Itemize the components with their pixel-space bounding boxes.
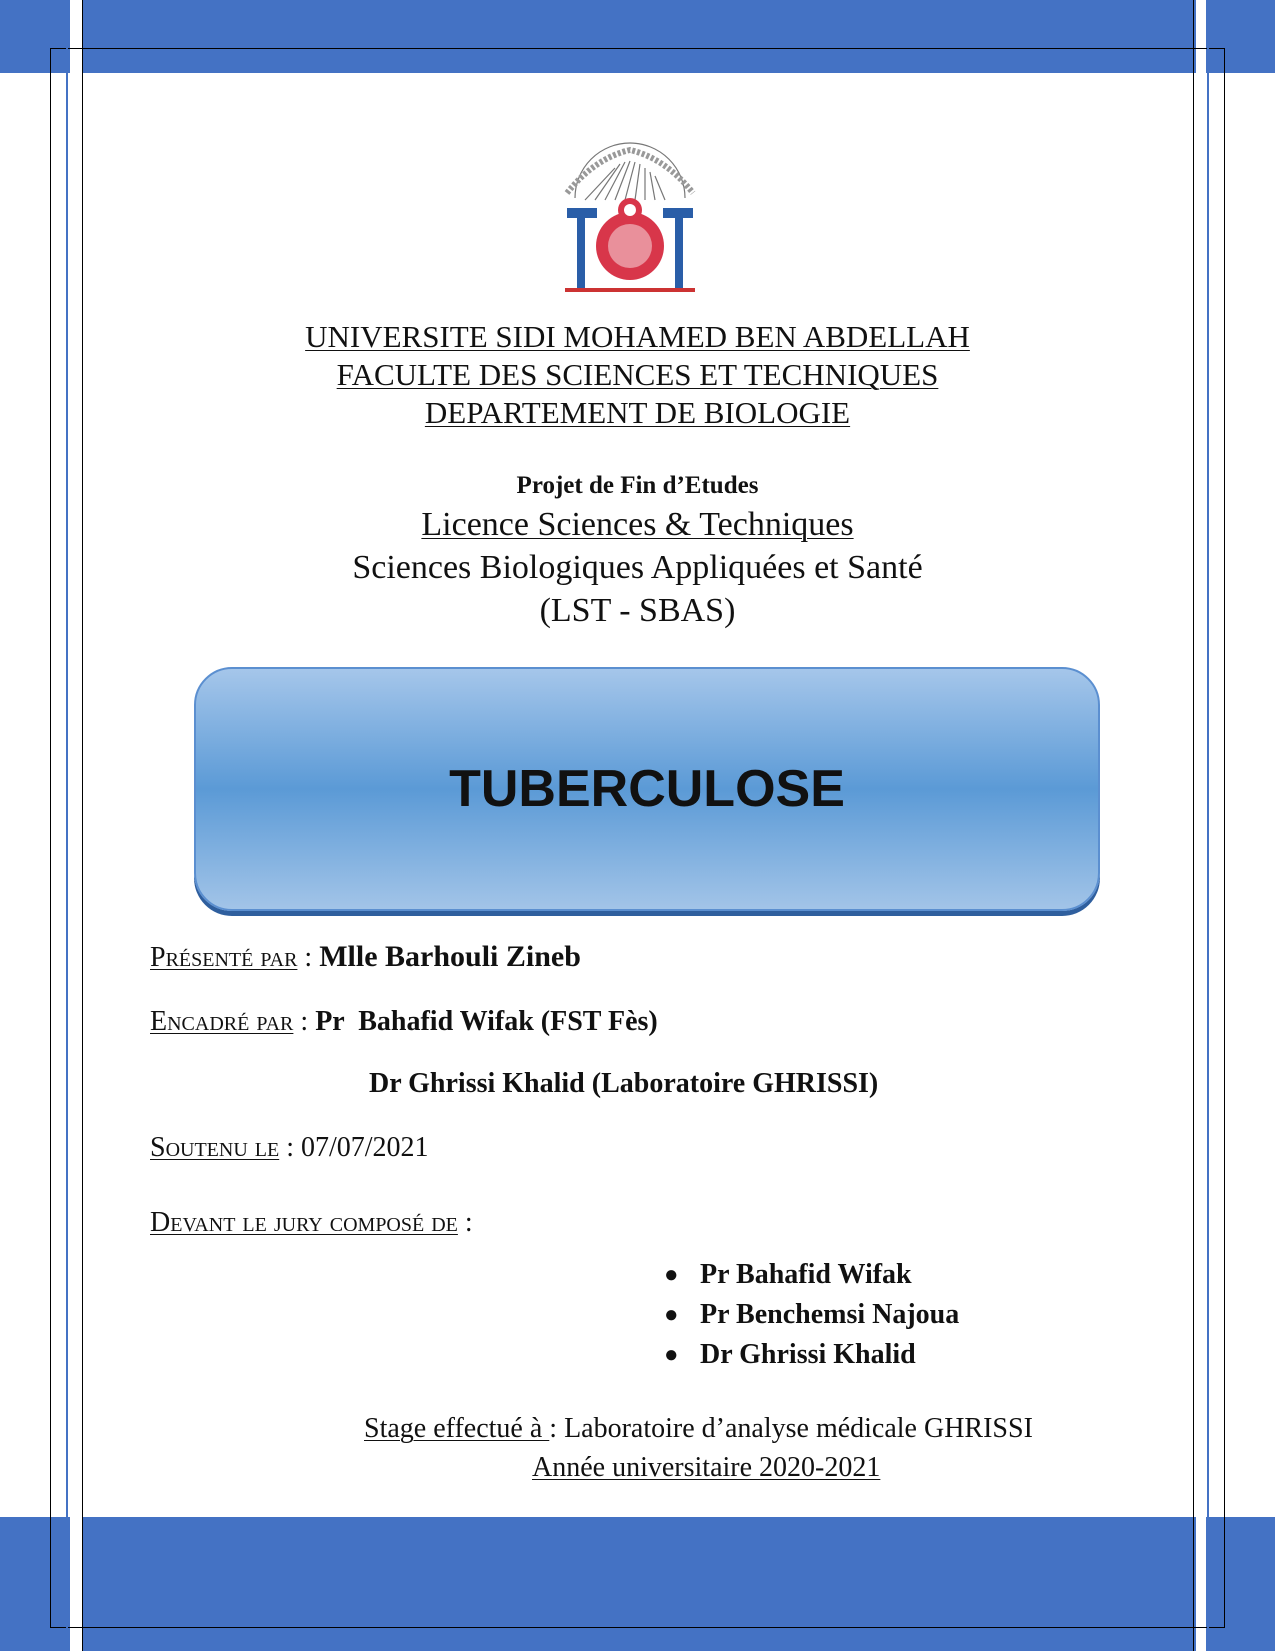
jury-sep: : xyxy=(457,1207,473,1238)
jury-member-name: Pr Benchemsi Najoua xyxy=(700,1299,960,1330)
licence-line: Licence Sciences & Techniques xyxy=(421,506,854,543)
frame-line-left-outer xyxy=(50,48,51,1628)
bullet-icon: ● xyxy=(664,1342,679,1368)
presented-sep: : xyxy=(297,942,320,973)
frame-line-left-edge xyxy=(66,0,68,1651)
university-emblem-icon xyxy=(555,138,705,316)
defense-label: Soutenu le xyxy=(150,1132,280,1163)
defense-sep: : xyxy=(279,1132,301,1163)
jury-label: Devant le jury composé de xyxy=(150,1207,458,1238)
department-name: DEPARTEMENT DE BIOLOGIE xyxy=(424,395,851,430)
presented-label: Présenté par xyxy=(150,942,298,973)
left-band xyxy=(0,0,70,1651)
field-line: Sciences Biologiques Appliquées et Santé xyxy=(352,549,923,586)
supervised-sep: : xyxy=(293,1006,316,1037)
university-name: UNIVERSITE SIDI MOHAMED BEN ABDELLAH xyxy=(305,319,970,354)
student-name: Mlle Barhouli Zineb xyxy=(319,940,581,973)
abbrev-line: (LST - SBAS) xyxy=(539,592,736,629)
internship-label: Stage effectué à xyxy=(364,1413,550,1444)
jury-member-name: Dr Ghrissi Khalid xyxy=(700,1339,916,1370)
jury-row xyxy=(150,1207,473,1239)
jury-member-name: Pr Bahafid Wifak xyxy=(700,1259,912,1290)
academic-year: Année universitaire 2020-2021 xyxy=(532,1452,881,1483)
supervisor-1: Pr Bahafid Wifak (FST Fès) xyxy=(315,1006,658,1037)
jury-member xyxy=(660,1335,959,1375)
frame-line-right-edge xyxy=(1207,0,1209,1651)
document-title: TUBERCULOSE xyxy=(449,760,845,818)
frame-line-top xyxy=(50,48,1225,49)
program-block xyxy=(0,503,1275,632)
bottom-band xyxy=(0,1517,1275,1651)
right-gap xyxy=(1196,0,1206,1651)
jury-member xyxy=(660,1255,959,1295)
project-heading: Projet de Fin d’Etudes xyxy=(516,472,759,499)
supervised-label: Encadré par xyxy=(150,1006,294,1037)
bullet-icon: ● xyxy=(664,1302,679,1328)
defense-row xyxy=(150,1132,429,1164)
frame-line-right-outer xyxy=(1224,48,1225,1628)
frame-line-bottom xyxy=(50,1627,1225,1628)
bullet-icon: ● xyxy=(664,1262,679,1288)
header-block xyxy=(0,318,1275,432)
frame-line-right-inner xyxy=(1193,0,1194,1651)
supervisor-2: Dr Ghrissi Khalid (Laboratoire GHRISSI) xyxy=(369,1068,879,1099)
title-box xyxy=(194,667,1100,911)
jury-member xyxy=(660,1295,959,1335)
faculty-name: FACULTE DES SCIENCES ET TECHNIQUES xyxy=(336,357,939,392)
internship-row xyxy=(364,1413,1033,1445)
top-band xyxy=(0,0,1275,73)
presented-row xyxy=(150,940,581,974)
jury-list xyxy=(660,1255,959,1375)
frame-line-left-inner xyxy=(82,0,83,1651)
left-gap xyxy=(70,0,82,1651)
internship-sep: : xyxy=(549,1413,565,1444)
supervised-row xyxy=(150,1006,658,1038)
defense-date: 07/07/2021 xyxy=(301,1132,429,1163)
internship-place: Laboratoire d’analyse médicale GHRISSI xyxy=(564,1413,1033,1444)
